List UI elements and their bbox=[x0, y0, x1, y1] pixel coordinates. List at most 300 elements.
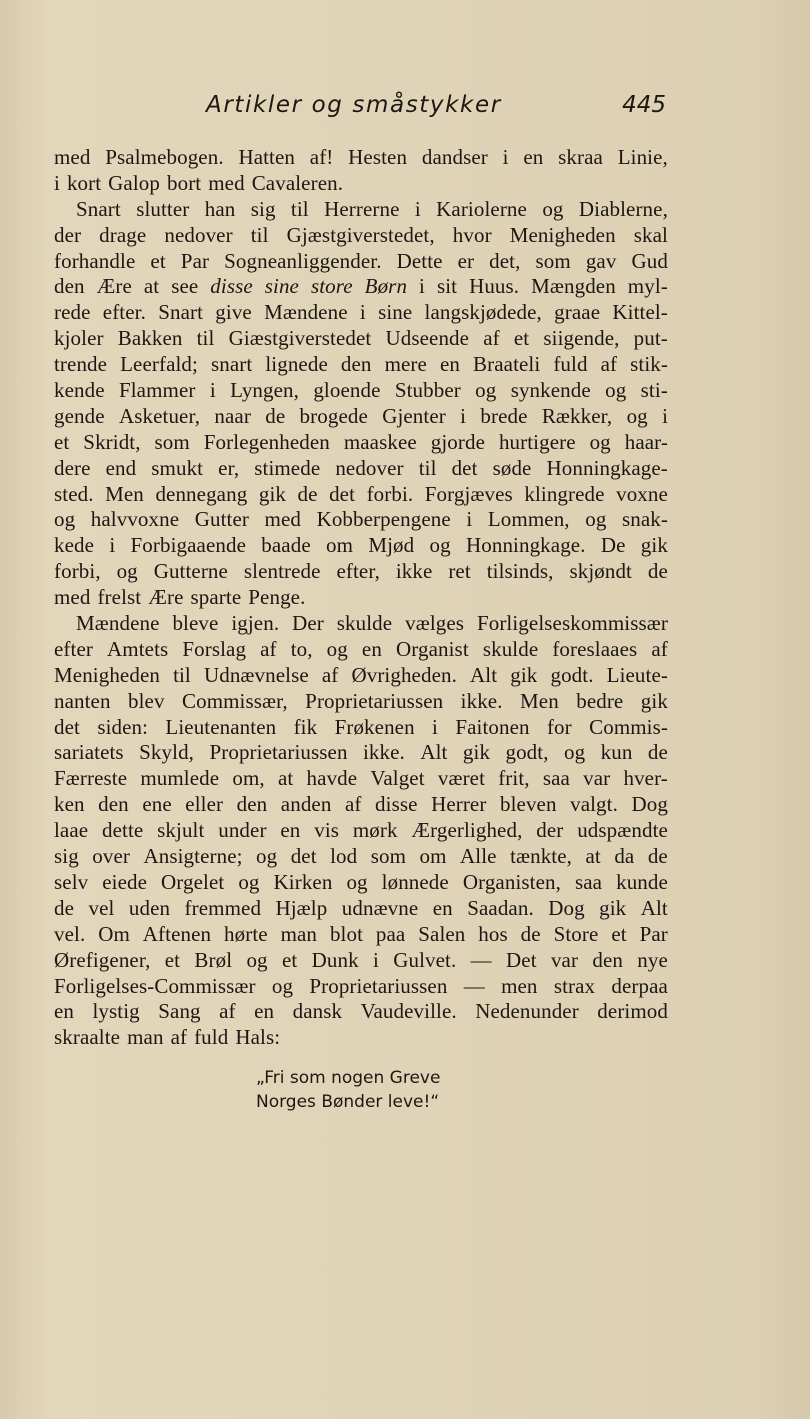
word: hurtigere bbox=[498, 429, 576, 454]
word: Proprietariussen bbox=[209, 740, 348, 765]
word: Mændene bbox=[264, 300, 348, 325]
word: til bbox=[250, 222, 269, 247]
text-line bbox=[54, 223, 668, 249]
word: fik bbox=[293, 714, 318, 739]
word: nedover bbox=[335, 455, 404, 480]
word: Rækker, bbox=[541, 403, 613, 428]
word: Forligelseskommissær bbox=[476, 611, 668, 636]
word: dette bbox=[102, 818, 144, 843]
word: gik bbox=[258, 481, 286, 506]
word: Gjenter bbox=[382, 403, 446, 428]
word: bleve bbox=[172, 611, 219, 636]
text-line bbox=[54, 922, 668, 948]
word: ken bbox=[54, 792, 85, 817]
page-number: 445 bbox=[622, 92, 666, 118]
word: Kariolerne bbox=[436, 196, 527, 221]
word: myl- bbox=[627, 274, 668, 299]
text-line bbox=[54, 766, 668, 792]
word: kunde bbox=[616, 869, 668, 894]
text-line bbox=[54, 585, 668, 611]
word: Lommen, bbox=[487, 507, 570, 532]
word: Gud bbox=[631, 248, 668, 273]
text-line bbox=[54, 326, 668, 352]
word: en bbox=[439, 352, 460, 377]
word: er, bbox=[218, 455, 240, 480]
word: de bbox=[265, 403, 286, 428]
word: haar- bbox=[624, 429, 668, 454]
word: vel. bbox=[54, 921, 86, 946]
word: Kobberpengene bbox=[316, 507, 451, 532]
word: i bbox=[414, 196, 421, 221]
word: put- bbox=[633, 326, 668, 351]
word: derpaa bbox=[611, 973, 668, 998]
word: — bbox=[470, 947, 492, 972]
word: og bbox=[271, 973, 294, 998]
word: og bbox=[326, 636, 348, 661]
word: med bbox=[54, 585, 91, 610]
word: foreslaaes bbox=[552, 636, 638, 661]
word: og bbox=[256, 844, 278, 869]
word: Saadan. bbox=[467, 895, 534, 920]
word: — bbox=[463, 973, 485, 998]
word: i bbox=[662, 403, 668, 428]
word: Skridt, bbox=[83, 429, 141, 454]
word: Men bbox=[520, 688, 559, 713]
word: laae bbox=[54, 818, 89, 843]
word: Cavaleren. bbox=[251, 170, 344, 195]
word: Valget bbox=[370, 766, 425, 791]
word: og bbox=[54, 507, 76, 532]
word: og bbox=[475, 378, 497, 403]
word: og bbox=[605, 378, 627, 403]
word: Om bbox=[98, 921, 130, 946]
word: ikke. bbox=[460, 688, 503, 713]
word: Kirken bbox=[273, 869, 333, 894]
word: kort bbox=[66, 170, 102, 195]
word: over bbox=[92, 844, 130, 869]
word: vel bbox=[88, 895, 115, 920]
word: Sogneanliggender. bbox=[224, 248, 382, 273]
text-line bbox=[54, 689, 668, 715]
word: Snart bbox=[158, 300, 204, 325]
word: Salen bbox=[418, 921, 466, 946]
text-line bbox=[54, 145, 668, 171]
word: stik- bbox=[630, 352, 668, 377]
word: Kittel- bbox=[612, 300, 668, 325]
word: drage bbox=[99, 222, 147, 247]
word: skulde bbox=[336, 611, 393, 636]
word: der bbox=[536, 818, 564, 843]
text-line bbox=[54, 430, 668, 456]
running-title: Artikler og småstykker bbox=[206, 92, 502, 118]
text-line bbox=[54, 870, 668, 896]
word: Ære bbox=[148, 585, 184, 610]
word: godt, bbox=[505, 740, 549, 765]
word: valgt. bbox=[570, 792, 618, 817]
word: derimod bbox=[597, 999, 668, 1024]
word: disse bbox=[375, 792, 418, 817]
word: Mændene bbox=[76, 611, 160, 636]
word: brede bbox=[480, 403, 528, 428]
word: et bbox=[54, 429, 70, 454]
word: sparte bbox=[190, 585, 242, 610]
word: med bbox=[264, 507, 301, 532]
word: eller bbox=[185, 792, 224, 817]
word: til bbox=[173, 662, 191, 687]
word: baade bbox=[261, 533, 311, 558]
word: været bbox=[437, 766, 486, 791]
word: gik bbox=[462, 740, 491, 765]
word: anden bbox=[280, 792, 332, 817]
body-text bbox=[54, 145, 668, 1051]
word: Mængden bbox=[531, 274, 616, 299]
word: af bbox=[321, 662, 339, 687]
word: bedre bbox=[576, 688, 624, 713]
word: frit, bbox=[498, 766, 530, 791]
word: klingrede bbox=[524, 481, 605, 506]
word: det, bbox=[489, 248, 521, 273]
word: Linie, bbox=[617, 145, 668, 169]
word: saa bbox=[542, 766, 570, 791]
word: Alle bbox=[460, 844, 497, 869]
text-line bbox=[54, 611, 668, 637]
word: gik bbox=[599, 895, 627, 920]
word: det bbox=[54, 714, 80, 739]
word: Par bbox=[180, 248, 210, 273]
word: igjen. bbox=[231, 611, 280, 636]
word: de bbox=[647, 559, 668, 584]
word: Herrer bbox=[431, 792, 487, 817]
word: søde bbox=[492, 455, 532, 480]
word: Gutter bbox=[194, 507, 249, 532]
word: Psalmebogen. bbox=[105, 145, 224, 169]
word: Dog bbox=[548, 895, 585, 920]
word: Forligelses-Commissær bbox=[54, 973, 256, 998]
text-line bbox=[54, 999, 668, 1025]
word: Alt bbox=[420, 740, 448, 765]
word: som bbox=[535, 248, 571, 273]
text-line bbox=[54, 378, 668, 404]
word: forbi. bbox=[366, 481, 414, 506]
word: og bbox=[346, 869, 368, 894]
text-line bbox=[54, 352, 668, 378]
word: Udnævnelse bbox=[203, 662, 309, 687]
running-head bbox=[54, 92, 672, 126]
word: Forslag bbox=[182, 636, 247, 661]
word: Alt bbox=[640, 895, 668, 920]
word: og bbox=[589, 429, 611, 454]
text-line bbox=[54, 740, 668, 766]
word: at bbox=[277, 766, 294, 791]
word: om bbox=[419, 844, 447, 869]
word: det bbox=[451, 455, 478, 480]
word: for bbox=[546, 714, 572, 739]
word: Commissær, bbox=[181, 688, 288, 713]
word: ikke bbox=[395, 559, 433, 584]
word: fuld bbox=[553, 352, 588, 377]
word: lønnede bbox=[381, 869, 449, 894]
word: Færreste bbox=[54, 766, 128, 791]
word: Hatten bbox=[238, 145, 296, 169]
word: de bbox=[647, 844, 668, 869]
word: Honningkage. bbox=[465, 533, 586, 558]
text-line bbox=[54, 715, 668, 741]
text-line bbox=[54, 1025, 668, 1051]
word: de bbox=[647, 740, 668, 765]
word: Store bbox=[553, 921, 599, 946]
word: blev bbox=[128, 688, 165, 713]
word: Gjæstgiverstedet, bbox=[286, 222, 435, 247]
word: Det bbox=[506, 947, 537, 972]
word: Hesten bbox=[348, 145, 408, 169]
word: et bbox=[513, 326, 530, 351]
word: gloende bbox=[313, 378, 381, 403]
word: i bbox=[359, 300, 366, 325]
word: og bbox=[564, 740, 586, 765]
word: blot bbox=[329, 921, 364, 946]
word: var bbox=[583, 766, 611, 791]
text-line bbox=[54, 663, 668, 689]
word: Giæstgiverstedet bbox=[228, 326, 372, 351]
word: sariatets bbox=[54, 740, 124, 765]
word: men bbox=[501, 973, 538, 998]
word: i bbox=[109, 533, 116, 558]
word: bleven bbox=[499, 792, 557, 817]
word: Hals: bbox=[235, 1025, 281, 1050]
word: og bbox=[238, 869, 260, 894]
word: halvvoxne bbox=[90, 507, 180, 532]
word: havde bbox=[306, 766, 358, 791]
word: i bbox=[372, 947, 379, 972]
word: Dog bbox=[631, 792, 668, 817]
text-line bbox=[54, 274, 668, 300]
word: i bbox=[432, 714, 438, 739]
word: Proprietariussen bbox=[305, 688, 444, 713]
word: godt. bbox=[550, 662, 594, 687]
word: Sang bbox=[158, 999, 201, 1024]
word: og bbox=[246, 947, 268, 972]
word: en bbox=[361, 636, 382, 661]
word: til bbox=[290, 196, 309, 221]
word: skulde bbox=[482, 636, 539, 661]
word: sine bbox=[378, 300, 413, 325]
word: den bbox=[592, 947, 623, 972]
word: Bakken bbox=[117, 326, 183, 351]
word: udnævne bbox=[341, 895, 419, 920]
word: Amtets bbox=[107, 636, 169, 661]
text-line bbox=[54, 404, 668, 430]
word: skjøndt bbox=[569, 559, 632, 584]
word: og bbox=[585, 507, 607, 532]
word: synkende bbox=[510, 378, 591, 403]
word: Diablerne, bbox=[578, 196, 668, 221]
word: hvor bbox=[452, 222, 492, 247]
word: siigende, bbox=[543, 326, 620, 351]
word: mumlede bbox=[140, 766, 220, 791]
text-line bbox=[54, 844, 668, 870]
word: i bbox=[54, 170, 60, 195]
word: kede bbox=[54, 533, 95, 558]
word: Commis- bbox=[589, 714, 668, 739]
word: ret bbox=[448, 559, 471, 584]
word: sig bbox=[250, 196, 276, 221]
word: og bbox=[626, 403, 648, 428]
word: sine bbox=[264, 274, 299, 299]
word: Der bbox=[292, 611, 324, 636]
word: Snart bbox=[76, 196, 121, 221]
text-line bbox=[54, 456, 668, 482]
word: mørk bbox=[352, 818, 398, 843]
word: siden: bbox=[97, 714, 149, 739]
word: Herrerne bbox=[324, 196, 400, 221]
text-line bbox=[54, 559, 668, 585]
verse-line: Norges Bønder leve!“ bbox=[256, 1092, 440, 1112]
word: til bbox=[418, 455, 437, 480]
text-line bbox=[54, 533, 668, 559]
word: lod bbox=[330, 844, 358, 869]
word: vælges bbox=[405, 611, 465, 636]
word: give bbox=[215, 300, 252, 325]
word: Vaudeville. bbox=[360, 999, 457, 1024]
word: paa bbox=[375, 921, 406, 946]
word: nedover bbox=[164, 222, 233, 247]
word: Ærgerlighed, bbox=[411, 818, 523, 843]
word: Dette bbox=[396, 248, 443, 273]
word: af bbox=[600, 352, 618, 377]
word: Nedenunder bbox=[475, 999, 579, 1024]
word: skal bbox=[633, 222, 668, 247]
word: udspændte bbox=[577, 818, 668, 843]
word: en bbox=[54, 999, 75, 1024]
word: til bbox=[196, 326, 215, 351]
word: Orgelet bbox=[161, 869, 225, 894]
word: Penge. bbox=[248, 585, 306, 610]
word: skraalte bbox=[54, 1025, 121, 1050]
word: de bbox=[54, 895, 75, 920]
word: Hjælp bbox=[275, 895, 328, 920]
word: sted. bbox=[54, 481, 94, 506]
word: kjoler bbox=[54, 326, 104, 351]
word: eiede bbox=[102, 869, 148, 894]
word: gik bbox=[640, 688, 668, 713]
text-line bbox=[54, 197, 668, 223]
word: strax bbox=[553, 973, 596, 998]
word: voxne bbox=[616, 481, 668, 506]
word: frelst bbox=[97, 585, 142, 610]
text-line bbox=[54, 637, 668, 663]
word: en bbox=[523, 145, 544, 169]
word: i bbox=[502, 145, 509, 169]
word: mere bbox=[384, 352, 427, 377]
word: dere bbox=[54, 455, 91, 480]
text-line bbox=[54, 818, 668, 844]
word: Lyngen, bbox=[230, 378, 300, 403]
word: uden bbox=[128, 895, 171, 920]
word: et bbox=[164, 947, 181, 972]
word: slutter bbox=[136, 196, 190, 221]
word: man bbox=[127, 1025, 164, 1050]
word: kende bbox=[54, 378, 105, 403]
word: er bbox=[457, 248, 475, 273]
word: dansk bbox=[292, 999, 343, 1024]
word: i bbox=[419, 274, 425, 299]
word: Ansigterne; bbox=[143, 844, 243, 869]
text-line bbox=[54, 948, 668, 974]
word: Øvrigheden. bbox=[351, 662, 457, 687]
word: lystig bbox=[92, 999, 140, 1024]
word: et bbox=[281, 947, 298, 972]
word: vis bbox=[314, 818, 340, 843]
word: stimede bbox=[254, 455, 321, 480]
word: Forgjæves bbox=[424, 481, 513, 506]
word: Menigheden bbox=[54, 662, 160, 687]
word: Braateli bbox=[473, 352, 541, 377]
text-line bbox=[54, 896, 668, 922]
word: brogede bbox=[299, 403, 368, 428]
word: i bbox=[460, 403, 467, 428]
word: Huus. bbox=[469, 274, 520, 299]
word: med bbox=[54, 145, 91, 169]
word: gik bbox=[510, 662, 538, 687]
word: gik bbox=[640, 533, 668, 558]
word: Dunk bbox=[311, 947, 359, 972]
word: man bbox=[280, 921, 318, 946]
word: saa bbox=[574, 869, 603, 894]
word: af bbox=[260, 636, 277, 661]
word: som bbox=[154, 429, 190, 454]
word: de bbox=[297, 481, 318, 506]
word: sti- bbox=[640, 378, 668, 403]
word: Organisten, bbox=[462, 869, 561, 894]
word: som bbox=[370, 844, 407, 869]
word: der bbox=[54, 222, 82, 247]
word: den bbox=[340, 352, 372, 377]
word: Lieute- bbox=[606, 662, 668, 687]
word: Organist bbox=[396, 636, 469, 661]
text-line bbox=[54, 792, 668, 818]
word: Stubber bbox=[394, 378, 461, 403]
word: og bbox=[116, 559, 138, 584]
word: store bbox=[310, 274, 353, 299]
word: see bbox=[171, 274, 199, 299]
text-line bbox=[54, 482, 668, 508]
word: forhandle bbox=[54, 248, 136, 273]
word: dandser bbox=[421, 145, 488, 169]
word: hver- bbox=[623, 766, 668, 791]
word: hørte bbox=[224, 921, 268, 946]
word: Men bbox=[105, 481, 144, 506]
text-line bbox=[54, 249, 668, 275]
word: at bbox=[143, 274, 160, 299]
word: Proprietariussen bbox=[309, 973, 448, 998]
word: Menigheden bbox=[509, 222, 616, 247]
text-line bbox=[54, 300, 668, 326]
word: ene bbox=[142, 792, 172, 817]
word: et bbox=[611, 921, 627, 946]
word: Galop bbox=[108, 170, 160, 195]
word: de bbox=[520, 921, 541, 946]
word: han bbox=[204, 196, 236, 221]
word: efter bbox=[54, 636, 93, 661]
word: Honningkage- bbox=[546, 455, 668, 480]
word: af bbox=[651, 636, 668, 661]
word: Gulvet. bbox=[393, 947, 457, 972]
word: Mjød bbox=[368, 533, 415, 558]
word: smukt bbox=[151, 455, 204, 480]
word: i bbox=[466, 507, 473, 532]
word: slentrede bbox=[243, 559, 321, 584]
word: nye bbox=[637, 947, 668, 972]
